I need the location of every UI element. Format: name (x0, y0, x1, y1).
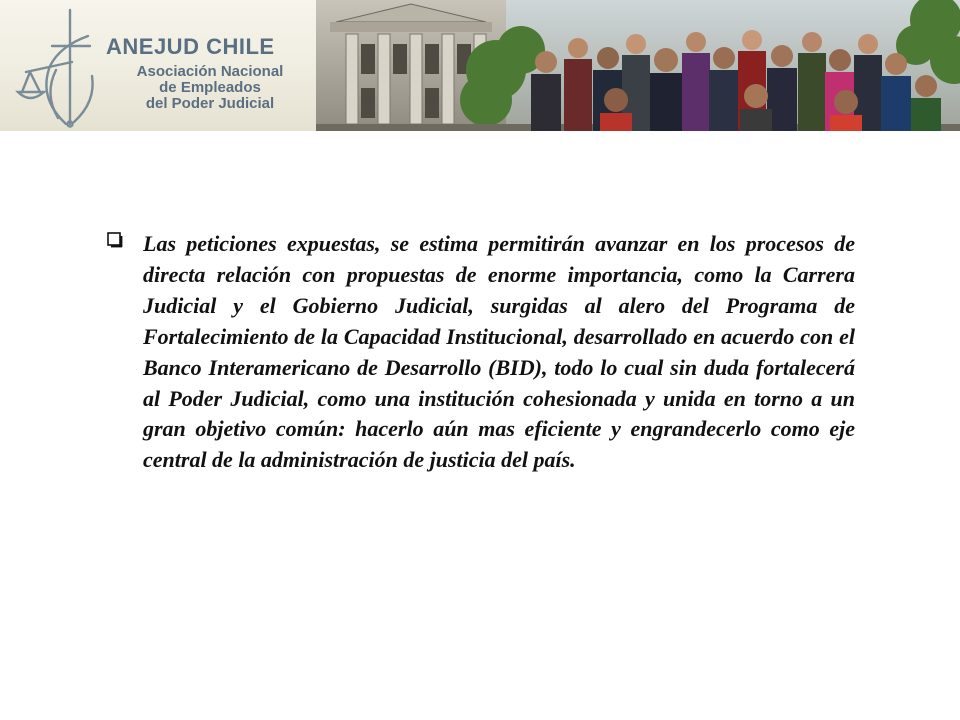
hollow-square-bullet-icon (107, 232, 123, 248)
logo-panel (0, 0, 318, 131)
logo-subtitle (110, 64, 310, 112)
logo-subtitle-line: del Poder Judicial (145, 95, 275, 112)
logo-title: ANEJUD CHILE (106, 34, 275, 59)
logo-subtitle-line: de Empleados (159, 79, 261, 96)
courthouse-group-photo-image (316, 0, 960, 131)
banner-photo (316, 0, 960, 131)
header-banner (0, 0, 960, 131)
logo-subtitle-line: Asociación Nacional (136, 63, 284, 80)
main-paragraph: Las peticiones expuestas, se estima permitirán avanzar en los procesos de directa relación con propuestas de enorme importancia, como la Carrera Judicial y el Gobierno Judicial, surgidas al alero del Programa de Fortalecimiento de la Capacidad Institucional, desarrollado en acuerdo con el Banco Interamericano de Desarrollo (BID), todo lo cual sin duda fortalecerá al Poder Judicial, como una institución cohesionada y unida en torno a un gran objetivo común: hacerlo aún mas eficiente y engrandecerlo como eje central de la administración de justicia del país. (143, 231, 855, 473)
scales-of-justice-sword-icon (8, 6, 108, 128)
